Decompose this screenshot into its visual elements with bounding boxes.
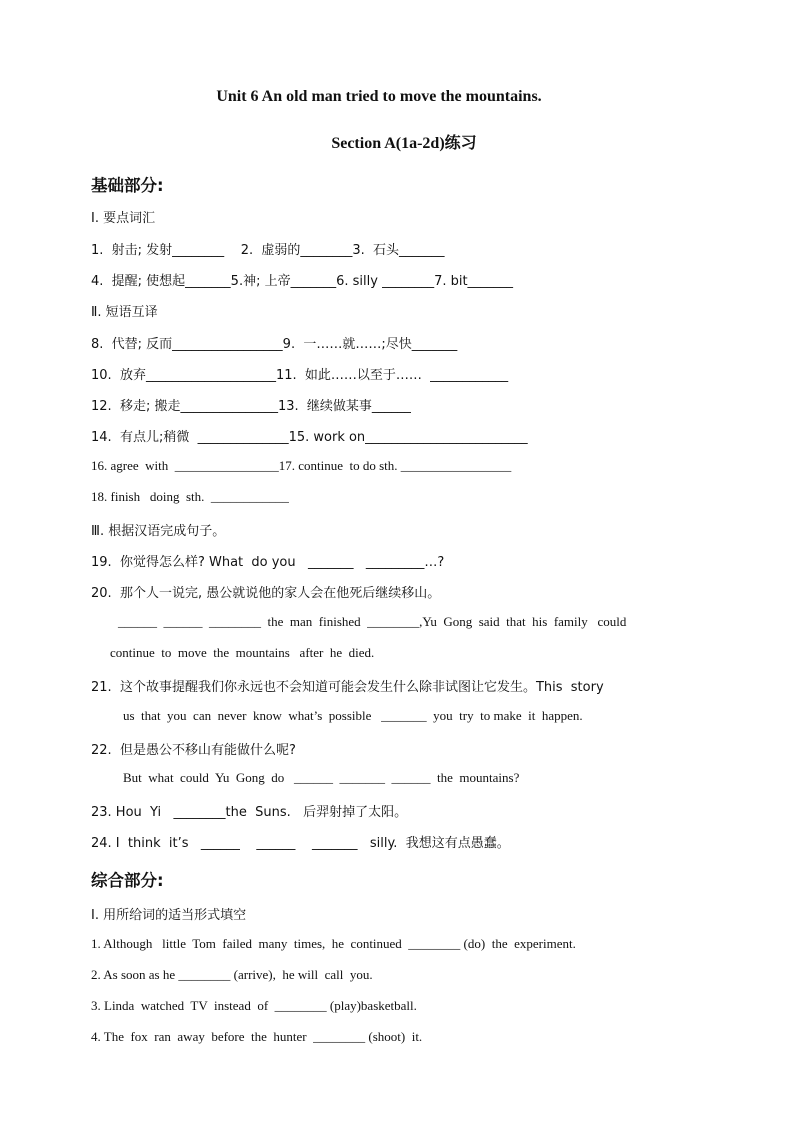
question-20-chinese: 20. 那个人一说完, 愚公就说他的家人会在他死后继续移山。 [91, 586, 441, 601]
comp-part1-label: Ⅰ. 用所给词的适当形式填空 [91, 908, 247, 923]
question-24: 24. I think it’s ______ ______ _______ silly. 我想这有点愚蠢。 [91, 836, 510, 851]
phrase-line-8: 8. 代替; 反而_________________9. 一……就……;尽快_______ [91, 337, 458, 352]
phrase-line-14: 14. 有点儿;稍微 ______________15. work on_________________________ [91, 430, 528, 445]
fill-question-4: 4. The fox ran away before the hunter ________ (shoot) it. [91, 1029, 423, 1044]
question-20-english-1: ______ ______ ________ the man finished ________,Yu Gong said that his family could [118, 614, 627, 629]
basic-section-heading: 基础部分: [91, 176, 164, 195]
question-23: 23. Hou Yi ________the Suns. 后羿射掉了太阳。 [91, 805, 408, 820]
phrase-line-16: 16. agree with ________________17. continue to do sth. _________________ [91, 458, 512, 473]
comprehensive-section-heading: 综合部分: [91, 871, 164, 890]
vocab-line-2: 4. 提醒; 使想起_______5.神; 上帝_______6. silly ________7. bit_______ [91, 274, 514, 289]
phrase-line-18: 18. finish doing sth. ____________ [91, 489, 289, 504]
question-22-chinese: 22. 但是愚公不移山有能做什么呢? [91, 743, 296, 758]
worksheet-subtitle: Section A(1a-2d)练习 [331, 135, 477, 152]
part1-label: Ⅰ. 要点词汇 [91, 211, 156, 226]
question-19: 19. 你觉得怎么样? What do you _______ _________…? [91, 555, 445, 570]
worksheet-title: Unit 6 An old man tried to move the mountains. [216, 88, 542, 105]
question-22-english: But what could Yu Gong do ______ _______ ______ the mountains? [123, 770, 520, 785]
part3-label: Ⅲ. 根据汉语完成句子。 [91, 524, 226, 539]
fill-question-2: 2. As soon as he ________ (arrive), he will call you. [91, 967, 373, 982]
vocab-line-1: 1. 射击; 发射________ 2. 虚弱的________3. 石头_______ [91, 243, 445, 258]
fill-question-1: 1. Although little Tom failed many times, he continued ________ (do) the experiment. [91, 936, 576, 951]
phrase-line-10: 10. 放弃____________________11. 如此……以至于…… ____________ [91, 368, 509, 383]
question-20-english-2: continue to move the mountains after he died. [110, 645, 375, 660]
question-21-chinese: 21. 这个故事提醒我们你永远也不会知道可能会发生什么除非试图让它发生。This story [91, 680, 604, 695]
phrase-line-12: 12. 移走; 搬走_______________13. 继续做某事______ [91, 399, 411, 414]
part2-label: Ⅱ. 短语互译 [91, 305, 158, 320]
question-21-english: us that you can never know what’s possible _______ you try to make it happen. [123, 708, 583, 723]
fill-question-3: 3. Linda watched TV instead of ________ (play)basketball. [91, 998, 417, 1013]
